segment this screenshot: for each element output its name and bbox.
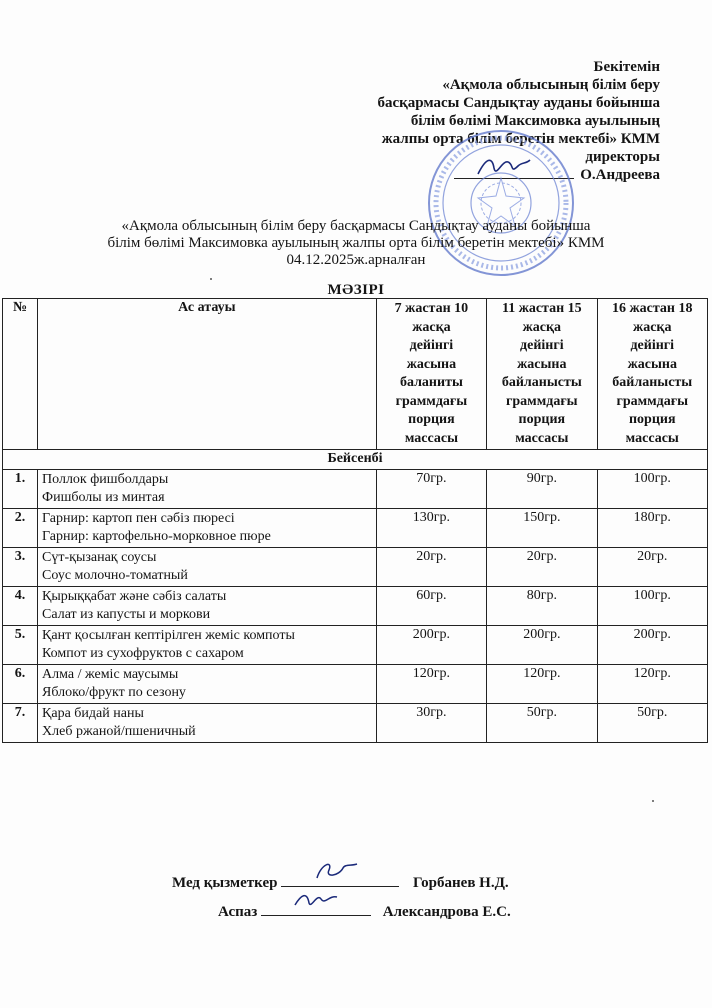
portion-7-10: 20гр. (376, 548, 486, 587)
medic-signature-icon (311, 856, 361, 884)
header-line: граммдағы (616, 393, 689, 409)
dish-name-kz: Гарнир: картоп пен сәбіз пюресі (42, 511, 235, 526)
portion-16-18: 50гр. (597, 704, 707, 743)
table-row (3, 626, 708, 665)
dish-name-kz: Алма / жеміс маусымы (42, 667, 179, 682)
dish-name-ru: Компот из сухофруктов с сахаром (42, 646, 244, 661)
signature-role: Аспаз (218, 904, 258, 920)
dish-name-kz: Поллок фишболдары (42, 472, 169, 487)
header-line: массасы (625, 430, 679, 446)
portion-11-15: 50гр. (487, 704, 597, 743)
day-label: Бейсенбі (3, 450, 708, 470)
header-line: массасы (515, 430, 569, 446)
dish-name-kz: Сүт-қызанақ соусы (42, 550, 157, 565)
header-line: жасына (517, 356, 567, 372)
approval-line: басқармасы Сандықтау ауданы бойынша (377, 95, 660, 111)
portion-7-10: 120гр. (376, 665, 486, 704)
portion-7-10: 130гр. (376, 509, 486, 548)
approval-line: Бекітемін (593, 59, 660, 75)
dish-name-ru: Хлеб ржаной/пшеничный (42, 724, 196, 739)
document-subtitle (0, 218, 712, 269)
portion-7-10: 200гр. (376, 626, 486, 665)
row-number: 4. (3, 587, 38, 626)
dish-name-ru: Соус молочно-томатный (42, 568, 188, 583)
header-line: жасына (627, 356, 677, 372)
header-line: жасқа (412, 319, 451, 335)
approval-line: «Ақмола облысының білім беру (442, 77, 660, 93)
table-row (3, 665, 708, 704)
header-line: дейінгі (520, 338, 564, 353)
portion-11-15: 120гр. (487, 665, 597, 704)
header-line: порция (628, 412, 676, 427)
approval-line: білім бөлімі Максимовка ауылының (410, 113, 660, 129)
subtitle-line: «Ақмола облысының білім беру басқармасы Сандықтау ауданы бойынша (121, 218, 591, 234)
dish-name (38, 626, 377, 665)
header-line: жасқа (633, 319, 672, 335)
header-dish-name: Ас атауы (38, 299, 377, 450)
menu-title: МӘЗІРІ (327, 282, 385, 298)
header-line: граммдағы (395, 393, 468, 409)
portion-16-18: 100гр. (597, 587, 707, 626)
scan-speck (652, 800, 654, 802)
table-header-row (3, 299, 708, 450)
row-number: 6. (3, 665, 38, 704)
header-line: жасына (406, 356, 457, 372)
header-line: жасқа (522, 319, 562, 335)
dish-name-kz: Қырыққабат және сәбіз салаты (42, 589, 227, 604)
header-line: байланысты (501, 375, 582, 390)
row-number: 1. (3, 470, 38, 509)
header-line: байланысты (612, 375, 693, 390)
signature-cook (0, 901, 712, 921)
day-row (3, 450, 708, 470)
portion-16-18: 120гр. (597, 665, 707, 704)
portion-7-10: 70гр. (376, 470, 486, 509)
header-line: 7 жастан 10 (394, 301, 469, 316)
header-line: порция (408, 412, 455, 427)
table-row (3, 470, 708, 509)
signature-medic (0, 872, 712, 892)
document-date: 04.12.2025ж.арналған (286, 252, 426, 268)
header-line: 11 жастан 15 (501, 301, 582, 316)
scan-speck (210, 278, 212, 280)
dish-name-kz: Қара бидай наны (42, 706, 144, 721)
dish-name (38, 587, 377, 626)
header-age-16-18 (597, 299, 707, 450)
row-number: 7. (3, 704, 38, 743)
portion-7-10: 30гр. (376, 704, 486, 743)
dish-name (38, 704, 377, 743)
approval-line: директоры (585, 149, 660, 165)
dish-name-ru: Фишболы из минтая (42, 490, 165, 505)
row-number: 5. (3, 626, 38, 665)
portion-16-18: 100гр. (597, 470, 707, 509)
header-line: порция (518, 412, 566, 427)
portion-16-18: 200гр. (597, 626, 707, 665)
portion-11-15: 150гр. (487, 509, 597, 548)
header-line: баланиты (399, 375, 463, 390)
header-age-11-15 (487, 299, 597, 450)
dish-name (38, 665, 377, 704)
table-row (3, 509, 708, 548)
portion-11-15: 20гр. (487, 548, 597, 587)
signature-name: Александрова Е.С. (382, 904, 511, 920)
dish-name-ru: Гарнир: картофельно-морковное пюре (42, 529, 271, 544)
table-row (3, 548, 708, 587)
menu-table (2, 298, 708, 743)
signature-name: Горбанев Н.Д. (412, 875, 509, 891)
header-age-7-10 (376, 299, 486, 450)
dish-name-kz: Қант қосылған кептірілген жеміс компоты (42, 628, 295, 643)
cook-signature-icon (291, 885, 341, 913)
header-line: 16 жастан 18 (612, 301, 693, 316)
header-line: граммдағы (506, 393, 578, 409)
portion-7-10: 60гр. (376, 587, 486, 626)
row-number: 3. (3, 548, 38, 587)
row-number: 2. (3, 509, 38, 548)
director-name: О.Андреева (580, 167, 660, 183)
dish-name-ru: Яблоко/фрукт по сезону (42, 685, 186, 700)
portion-11-15: 90гр. (487, 470, 597, 509)
portion-16-18: 180гр. (597, 509, 707, 548)
signature-role: Мед қызметкер (172, 875, 278, 891)
dish-name (38, 548, 377, 587)
signature-underline (261, 901, 371, 916)
dish-name (38, 509, 377, 548)
dish-name (38, 470, 377, 509)
approval-line: жалпы орта білім беретін мектебі» КММ (381, 131, 660, 147)
table-row (3, 704, 708, 743)
portion-11-15: 200гр. (487, 626, 597, 665)
dish-name-ru: Салат из капусты и моркови (42, 607, 211, 622)
portion-11-15: 80гр. (487, 587, 597, 626)
header-number: № (3, 299, 38, 450)
subtitle-line: білім бөлімі Максимовка ауылының жалпы орта білім беретін мектебі» КММ (107, 235, 605, 251)
header-line: дейінгі (409, 338, 454, 353)
header-line: дейінгі (630, 338, 675, 353)
table-row (3, 587, 708, 626)
header-line: массасы (404, 430, 459, 446)
portion-16-18: 20гр. (597, 548, 707, 587)
